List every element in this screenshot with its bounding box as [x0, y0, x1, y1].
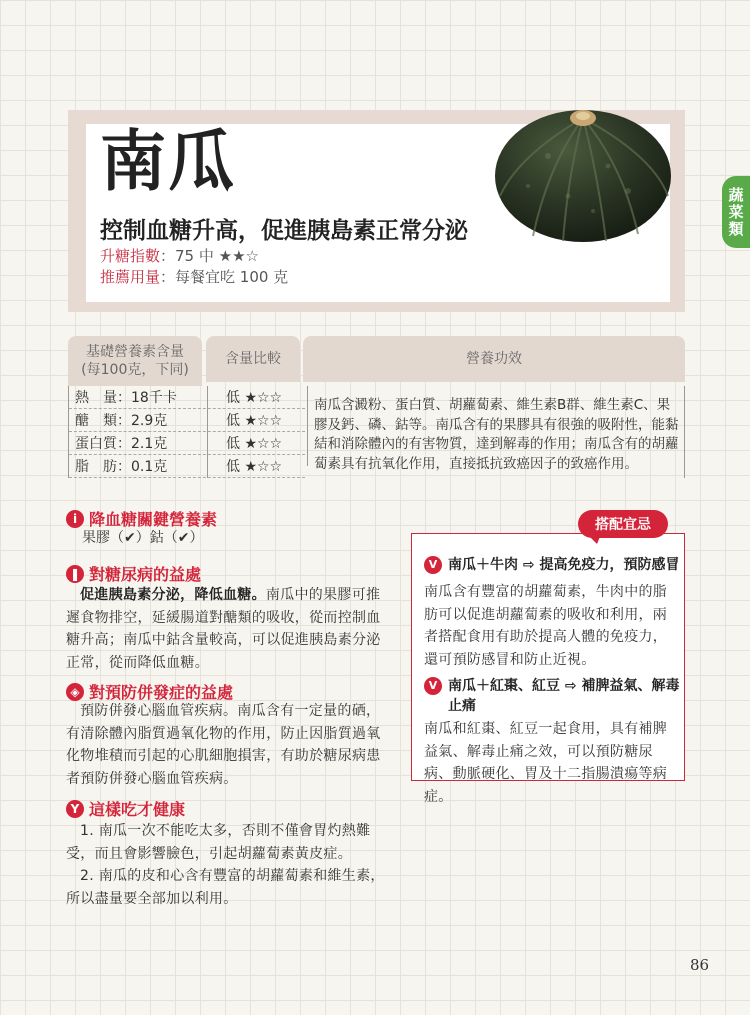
- table-row: [69, 432, 305, 455]
- nutrient-ratio: 低 ★☆☆: [207, 455, 303, 478]
- spoon-icon: Y: [66, 800, 84, 818]
- healthy-eating-heading: [66, 797, 185, 820]
- combo1-title: 南瓜＋牛肉 ⇨ 提高免疫力，預防感冒: [448, 557, 680, 573]
- thermometer-icon: ❚: [66, 565, 84, 583]
- nutrient-ratio: 低 ★☆☆: [207, 386, 303, 409]
- pumpkin-image: [488, 96, 678, 246]
- glycemic-index: [100, 245, 259, 266]
- combo2-text: 南瓜和紅棗、紅豆一起食用，具有補脾益氣、解毒止痛之效，可以預防糖尿病、動脈硬化、胃及十二指腸潰瘍等病症。: [424, 721, 668, 805]
- nutrient-name: 醣 類：2.9克: [75, 413, 168, 429]
- table-row: [69, 455, 305, 478]
- shield-icon: ◈: [66, 683, 84, 701]
- table-head-nutrient-unit: (每100克，下同): [81, 362, 189, 378]
- table-head-effect: 營養功效: [303, 336, 685, 382]
- key-nutrient-items: 果膠（✔）鈷（✔）: [82, 530, 204, 546]
- healthy-eating-tip-2: 2. 南瓜的皮和心含有豐富的胡蘿蔔素和維生素，所以盡量要全部加以利用。: [66, 868, 385, 907]
- combo2-heading: [424, 676, 686, 716]
- diabetes-benefit-bold: 促進胰島素分泌，降低血糖。: [80, 587, 266, 603]
- category-tab[interactable]: 蔬菜類: [722, 176, 750, 248]
- nutrient-name: 蛋白質：2.1克: [75, 436, 168, 452]
- diabetes-benefit-body: 南瓜中的果膠可推遲食物排空，延緩腸道對醣類的吸收，從而控制血糖升高；南瓜中鈷含量較高，可以促進胰島素分泌正常，從而降低血糖。: [66, 587, 381, 671]
- table-row: [69, 409, 305, 432]
- recommended-dose: [100, 266, 288, 287]
- check-icon: V: [424, 677, 442, 695]
- glycemic-index-label: 升糖指數: [100, 247, 161, 265]
- nutrition-table: [68, 386, 685, 478]
- diabetes-benefit-title: 對糖尿病的益處: [89, 565, 202, 584]
- table-head-nutrient: [68, 336, 202, 386]
- table-row: [69, 386, 305, 409]
- glycemic-index-value: ：75 中 ★★☆: [160, 247, 259, 265]
- table-head-ratio: 含量比較: [206, 336, 300, 382]
- healthy-eating-title: 這樣吃才健康: [89, 800, 186, 819]
- nutrient-name: 脂 肪：0.1克: [75, 459, 168, 475]
- combo-badge: 搭配宜忌: [578, 510, 668, 538]
- nutrition-effect-text: 南瓜含澱粉、蛋白質、胡蘿蔔素、維生素B群、維生素C、果膠及鈣、磷、鈷等。南瓜含有的果膠具有很強的吸附性，能黏結和消除體內的有害物質，達到解毒的作用；南瓜含有的胡蘿蔔素具有抗氧化作用，直接抵抗致癌因子的致癌作用。: [307, 386, 679, 466]
- key-nutrient-title: 降血糖關鍵營養素: [89, 510, 218, 529]
- nutrient-ratio: 低 ★☆☆: [207, 409, 303, 432]
- combo1-text: 南瓜含有豐富的胡蘿蔔素，牛肉中的脂肪可以促進胡蘿蔔素的吸收和利用，兩者搭配食用有助於提高人體的免疫力，還可預防感冒和防止近視。: [424, 584, 668, 668]
- page-subtitle: 控制血糖升高，促進胰島素正常分泌: [100, 217, 468, 244]
- diabetes-benefit-heading: [66, 562, 201, 585]
- table-head-nutrient-label: 基礎營養素含量: [86, 343, 184, 360]
- recommended-dose-label: 推薦用量: [100, 268, 161, 286]
- combo1-heading: [424, 555, 686, 575]
- nutrient-ratio: 低 ★☆☆: [207, 432, 303, 455]
- combo2-title: 南瓜＋紅棗、紅豆 ⇨ 補脾益氣、解毒止痛: [448, 678, 680, 714]
- check-icon: V: [424, 556, 442, 574]
- complication-title: 對預防併發症的益處: [89, 683, 234, 702]
- complication-text: 預防併發心腦血管疾病。南瓜含有一定量的硒，有清除體內脂質過氧化物的作用，防止因脂質過氧化物堆積而引起的心肌細胞損害，有助於糖尿病患者預防併發心腦血管疾病。: [66, 703, 381, 787]
- badge-tail: [587, 534, 601, 544]
- diabetes-benefit-text: [66, 584, 388, 674]
- healthy-eating-tip-1: 1. 南瓜一次不能吃太多，否則不僅會胃灼熱難受，而且會影響臉色，引起胡蘿蔔素黃皮症。: [66, 823, 371, 862]
- recommended-dose-value: ：每餐宜吃 100 克: [160, 268, 289, 286]
- nutrient-name: 熱 量：18千卡: [75, 390, 177, 406]
- info-icon: i: [66, 510, 84, 528]
- page-number: 86: [690, 956, 710, 974]
- page-title: 南瓜: [100, 123, 236, 200]
